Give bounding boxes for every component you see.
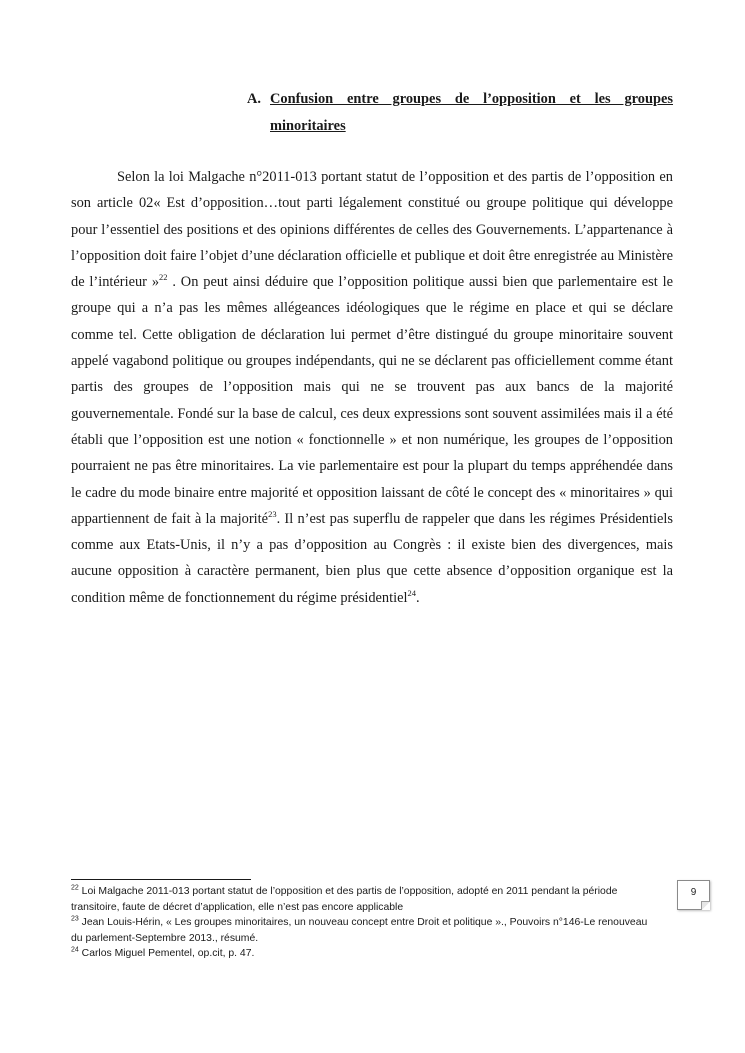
- footnote-number: 23: [71, 915, 79, 923]
- body-text-segment: . On peut ainsi déduire que l’opposition politique aussi bien que parlementaire est le groupe qui a n’a pas les mêmes allégeances idéologiques que le régime en place et qui se déclare comme tel. Cette obligation de déclaration lui permet d’être distingué du groupe minoritaire souvent appelé vagabond politique ou groupes indépendants, qui ne se déclarent pas officiellement comme étant partis des groupes de l’opposition mais qui ne se trouvent pas aux bancs de la majorité gouvernementale. Fondé sur la base de calcul, ces deux expressions sont souvent assimilées mais il a été établi que l’opposition est une notion « fonctionnelle » et non numérique, les groupes de l’opposition pourraient ne pas être minoritaires. La vie parlementaire est pour la plupart du temps appréhendée dans le cadre du mode binaire entre majorité et opposition laissant de côté le concept des « minoritaires » qui appartiennent de fait à la majorité: [71, 274, 673, 527]
- footnotes: [71, 884, 661, 962]
- body-paragraph: [71, 164, 673, 611]
- footnote-item: [71, 884, 661, 915]
- footnote-text: Loi Malgache 2011-013 portant statut de l’opposition et des partis de l’opposition, adopté en 2011 pendant la période transitoire, faute de décret d’application, elle n’est pas encore applicable: [71, 886, 618, 913]
- footnote-ref-22[interactable]: 22: [159, 272, 168, 283]
- footnote-ref-24[interactable]: 24: [407, 587, 416, 598]
- footnote-item: [71, 915, 661, 946]
- page-number-badge: [677, 880, 710, 910]
- section-heading: [247, 86, 673, 140]
- body-text-segment: . Il n’est pas superflu de rappeler que dans les régimes Présidentiels comme aux Etats-Unis, il n’y a pas d’opposition au Congrès : il existe bien des divergences, mais aucune opposition à caractère permanent, bien plus que cette absence d’opposition organique est la condition même de fonctionnement du régime présidentiel: [71, 510, 673, 606]
- body-text-segment: Selon la loi Malgache n°2011-013 portant statut de l’opposition et des partis de l’opposition en son article 02« Est d’opposition…tout parti légalement constitué ou groupe politique qui développe pour l’essentiel des positions et des opinions différentes de celles des Gouvernements. L’appartenance à l’opposition doit faire l’objet d’une déclaration officielle et publique et doit être enregistrée au Ministère de l’intérieur »: [71, 169, 673, 291]
- section-letter: A.: [247, 91, 261, 107]
- footnote-text: Carlos Miguel Pementel, op.cit, p. 47.: [78, 948, 255, 959]
- body-text-segment: .: [415, 589, 420, 606]
- footnote-item: [71, 946, 661, 962]
- page-curl-icon: [701, 901, 710, 910]
- footnote-number: 22: [71, 884, 79, 892]
- footnote-separator: [71, 879, 251, 880]
- section-title: Confusion entre groupes de l’opposition et les groupes minoritaires: [270, 91, 673, 134]
- footnote-text: Jean Louis-Hérin, « Les groupes minoritaires, un nouveau concept entre Droit et politique »., Pouvoirs n°146-Le renouveau du parlement-Septembre 2013., résumé.: [71, 917, 648, 944]
- footnote-number: 24: [71, 946, 79, 954]
- page-number: 9: [690, 887, 697, 898]
- footnote-ref-23[interactable]: 23: [268, 509, 277, 520]
